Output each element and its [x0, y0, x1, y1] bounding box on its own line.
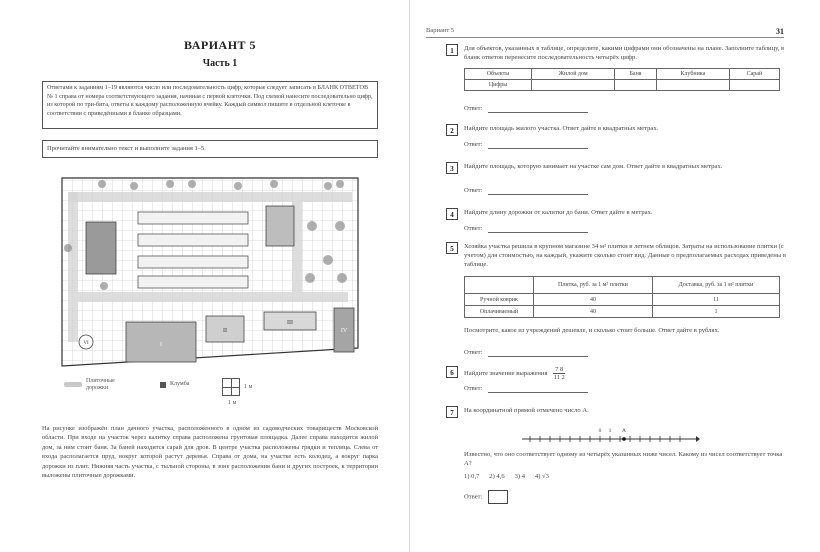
running-head-text: Вариант 5: [426, 27, 455, 34]
cost-table: [464, 276, 780, 318]
numline-label-0: 0: [598, 428, 602, 434]
answer-line[interactable]: Ответ:: [464, 104, 588, 113]
task-text: Найдите площадь жилого участка. Ответ дайте в квадратных метрах.: [464, 125, 659, 132]
task-followup-text: Посмотрите, какое из учреждений дешевле, и сколько стоит больше. Ответ дайте в рублях.: [464, 327, 720, 334]
running-head: [426, 27, 784, 38]
option-1[interactable]: 1) 0,7: [464, 473, 480, 480]
answer-line[interactable]: Ответ:: [464, 224, 588, 233]
option-4[interactable]: 4) √3: [534, 473, 549, 480]
task-number: 5: [446, 242, 458, 254]
shed-label: II: [223, 328, 227, 334]
point-a: [622, 437, 626, 441]
table-header: [465, 277, 534, 294]
task-number: 7: [446, 406, 458, 418]
plan-legend: [64, 378, 284, 414]
task-range-box: Прочитайте внимательно текст и выполните задания 1–5.: [42, 140, 378, 158]
table-header: Доставка, руб. за 1 м² плитки: [653, 277, 780, 294]
table-header: Плитка, руб. за 1 м² плитки: [533, 277, 652, 294]
table-row: [465, 294, 780, 306]
instructions-box: Ответами к заданиям 1–19 являются число или последовательность цифр, которые следует записать в БЛАНК ОТВЕТОВ № 1 справа от номера соответствующего задания, начиная с первой клеточки. Под схемой нанесите последовательно цифр, из которой по три-бита, ответы к каждому расположенную ячейку. Каждый символ пишите в отдельной клеточке в соответствии с приведёнными в бланке образцами.: [42, 81, 378, 129]
task-text: Найдите значение выражения $\frac{7 8}{11 2}$: [464, 366, 565, 381]
answer-box[interactable]: [488, 490, 508, 504]
well-label: VI: [83, 341, 89, 346]
table-cell: 40: [533, 306, 652, 318]
task-text: На координатной прямой отмечено число A.: [464, 407, 589, 414]
numline-label-a: A: [622, 428, 626, 434]
fraction-expression: $\frac{7 8}{11 2}$: [553, 366, 565, 381]
table-cell: 40: [533, 294, 652, 306]
path-top: [68, 192, 352, 202]
answer-cell[interactable]: [656, 80, 729, 91]
garden-bed: [138, 234, 248, 246]
right-shed: [266, 206, 294, 246]
garage-label: IV: [340, 328, 348, 334]
legend-bed-label: Клумба: [170, 381, 190, 387]
task-1: [426, 44, 790, 66]
option-3[interactable]: 3) 4: [514, 473, 526, 480]
house-label: I: [160, 342, 162, 348]
table-cell: Ручной коврик: [465, 294, 534, 306]
task-text: Найдите площадь, которую занимает на участке сам дом. Ответ дайте в квадратных метрах.: [464, 163, 723, 170]
option-2[interactable]: 2) 4,6: [489, 473, 505, 480]
site-plan: [42, 170, 378, 372]
number-line: [520, 425, 700, 447]
task-followup-text: Известно, что оно соответствует одному из четырёх указанных ниже чисел. Какому из чисел соответствует точка A?: [464, 451, 783, 467]
garden-bed: [138, 212, 248, 224]
task-text: Хозяйка участка решила в крупном магазине 34 м² плитки в летнем облицов. Затраты на использование плитки (с учетом) для стоимостью, на каждый, укажите сколько стоит вид. Данные о предполагаемых расходах приведены в таблице.: [464, 243, 786, 268]
table-cell: 11: [653, 294, 780, 306]
table-header: Объекты: [465, 69, 532, 80]
answer-box-row: Ответ:: [464, 490, 508, 504]
part-subtitle: Часть 1: [202, 58, 238, 69]
bath-label: III: [287, 320, 293, 326]
legend-scale-horizontal: 1 м: [228, 400, 237, 406]
task-number: 3: [446, 162, 458, 174]
answer-options: [464, 472, 786, 481]
greenhouse: [86, 222, 116, 274]
path-left: [68, 192, 78, 342]
answer-cell[interactable]: [729, 80, 779, 91]
answer-line[interactable]: Ответ:: [464, 348, 588, 357]
table-cell: Оплачиваемый: [465, 306, 534, 318]
answer-line[interactable]: Ответ:: [464, 140, 588, 149]
page-number: 31: [776, 27, 784, 36]
task-number: 1: [446, 44, 458, 56]
table-cell: 1: [653, 306, 780, 318]
numline-label-1: 1: [608, 428, 612, 434]
task-number: 6: [446, 366, 458, 378]
task-text: Для объектов, указанных в таблице, определите, какими цифрами они обозначены на плане. Заполните таблицу, в бланк ответов перенесите последовательность четырёх цифр.: [464, 45, 785, 61]
legend-path-label: Плиточные дорожки: [86, 378, 115, 391]
answer-cell[interactable]: [615, 80, 657, 91]
variant-title: ВАРИАНТ 5: [183, 38, 257, 52]
task-text: Найдите длину дорожки от калитки до бани. Ответ дайте в метрах.: [464, 209, 653, 216]
legend-scale-vertical: 1 м: [244, 384, 253, 390]
answer-cell[interactable]: [532, 80, 615, 91]
objects-table: [464, 68, 780, 91]
answer-line[interactable]: Ответ:: [464, 186, 588, 195]
table-row-label: Цифры: [465, 80, 532, 91]
table-header: Баня: [615, 69, 657, 80]
path-mid: [78, 292, 348, 302]
story-text: На рисунке изображён план дачного участка, расположенного в одном из садоводческих товариществ Московской области. При входе на участок через калитку справа расположена грунтовая площадка. Далее справа находится жилой дом, за ним стоит баня. За баней находится сарай для дров. В центре участка расположены грядки и теплица. Слева от входа располагается пруд, вокруг которой растут деревья. Справа от дома, на участке есть колодец, а вокруг парка дорожки из плит. Нижняя часть участка, с тыльной стороны, в зоне расположения бани и других построек, к территории выложены плиточные дорожками.: [42, 425, 378, 480]
table-header: Клубника: [656, 69, 729, 80]
legend-grid-swatch: [222, 378, 240, 396]
answer-line[interactable]: Ответ:: [464, 384, 588, 393]
task-number: 4: [446, 208, 458, 220]
garden-bed: [138, 256, 248, 268]
legend-path-swatch: [64, 382, 82, 387]
table-header: Жилой дом: [532, 69, 615, 80]
table-row: [465, 306, 780, 318]
garden-bed: [138, 276, 248, 288]
task-number: 2: [446, 124, 458, 136]
legend-bed-swatch: [160, 382, 166, 388]
table-header: Сарай: [729, 69, 779, 80]
